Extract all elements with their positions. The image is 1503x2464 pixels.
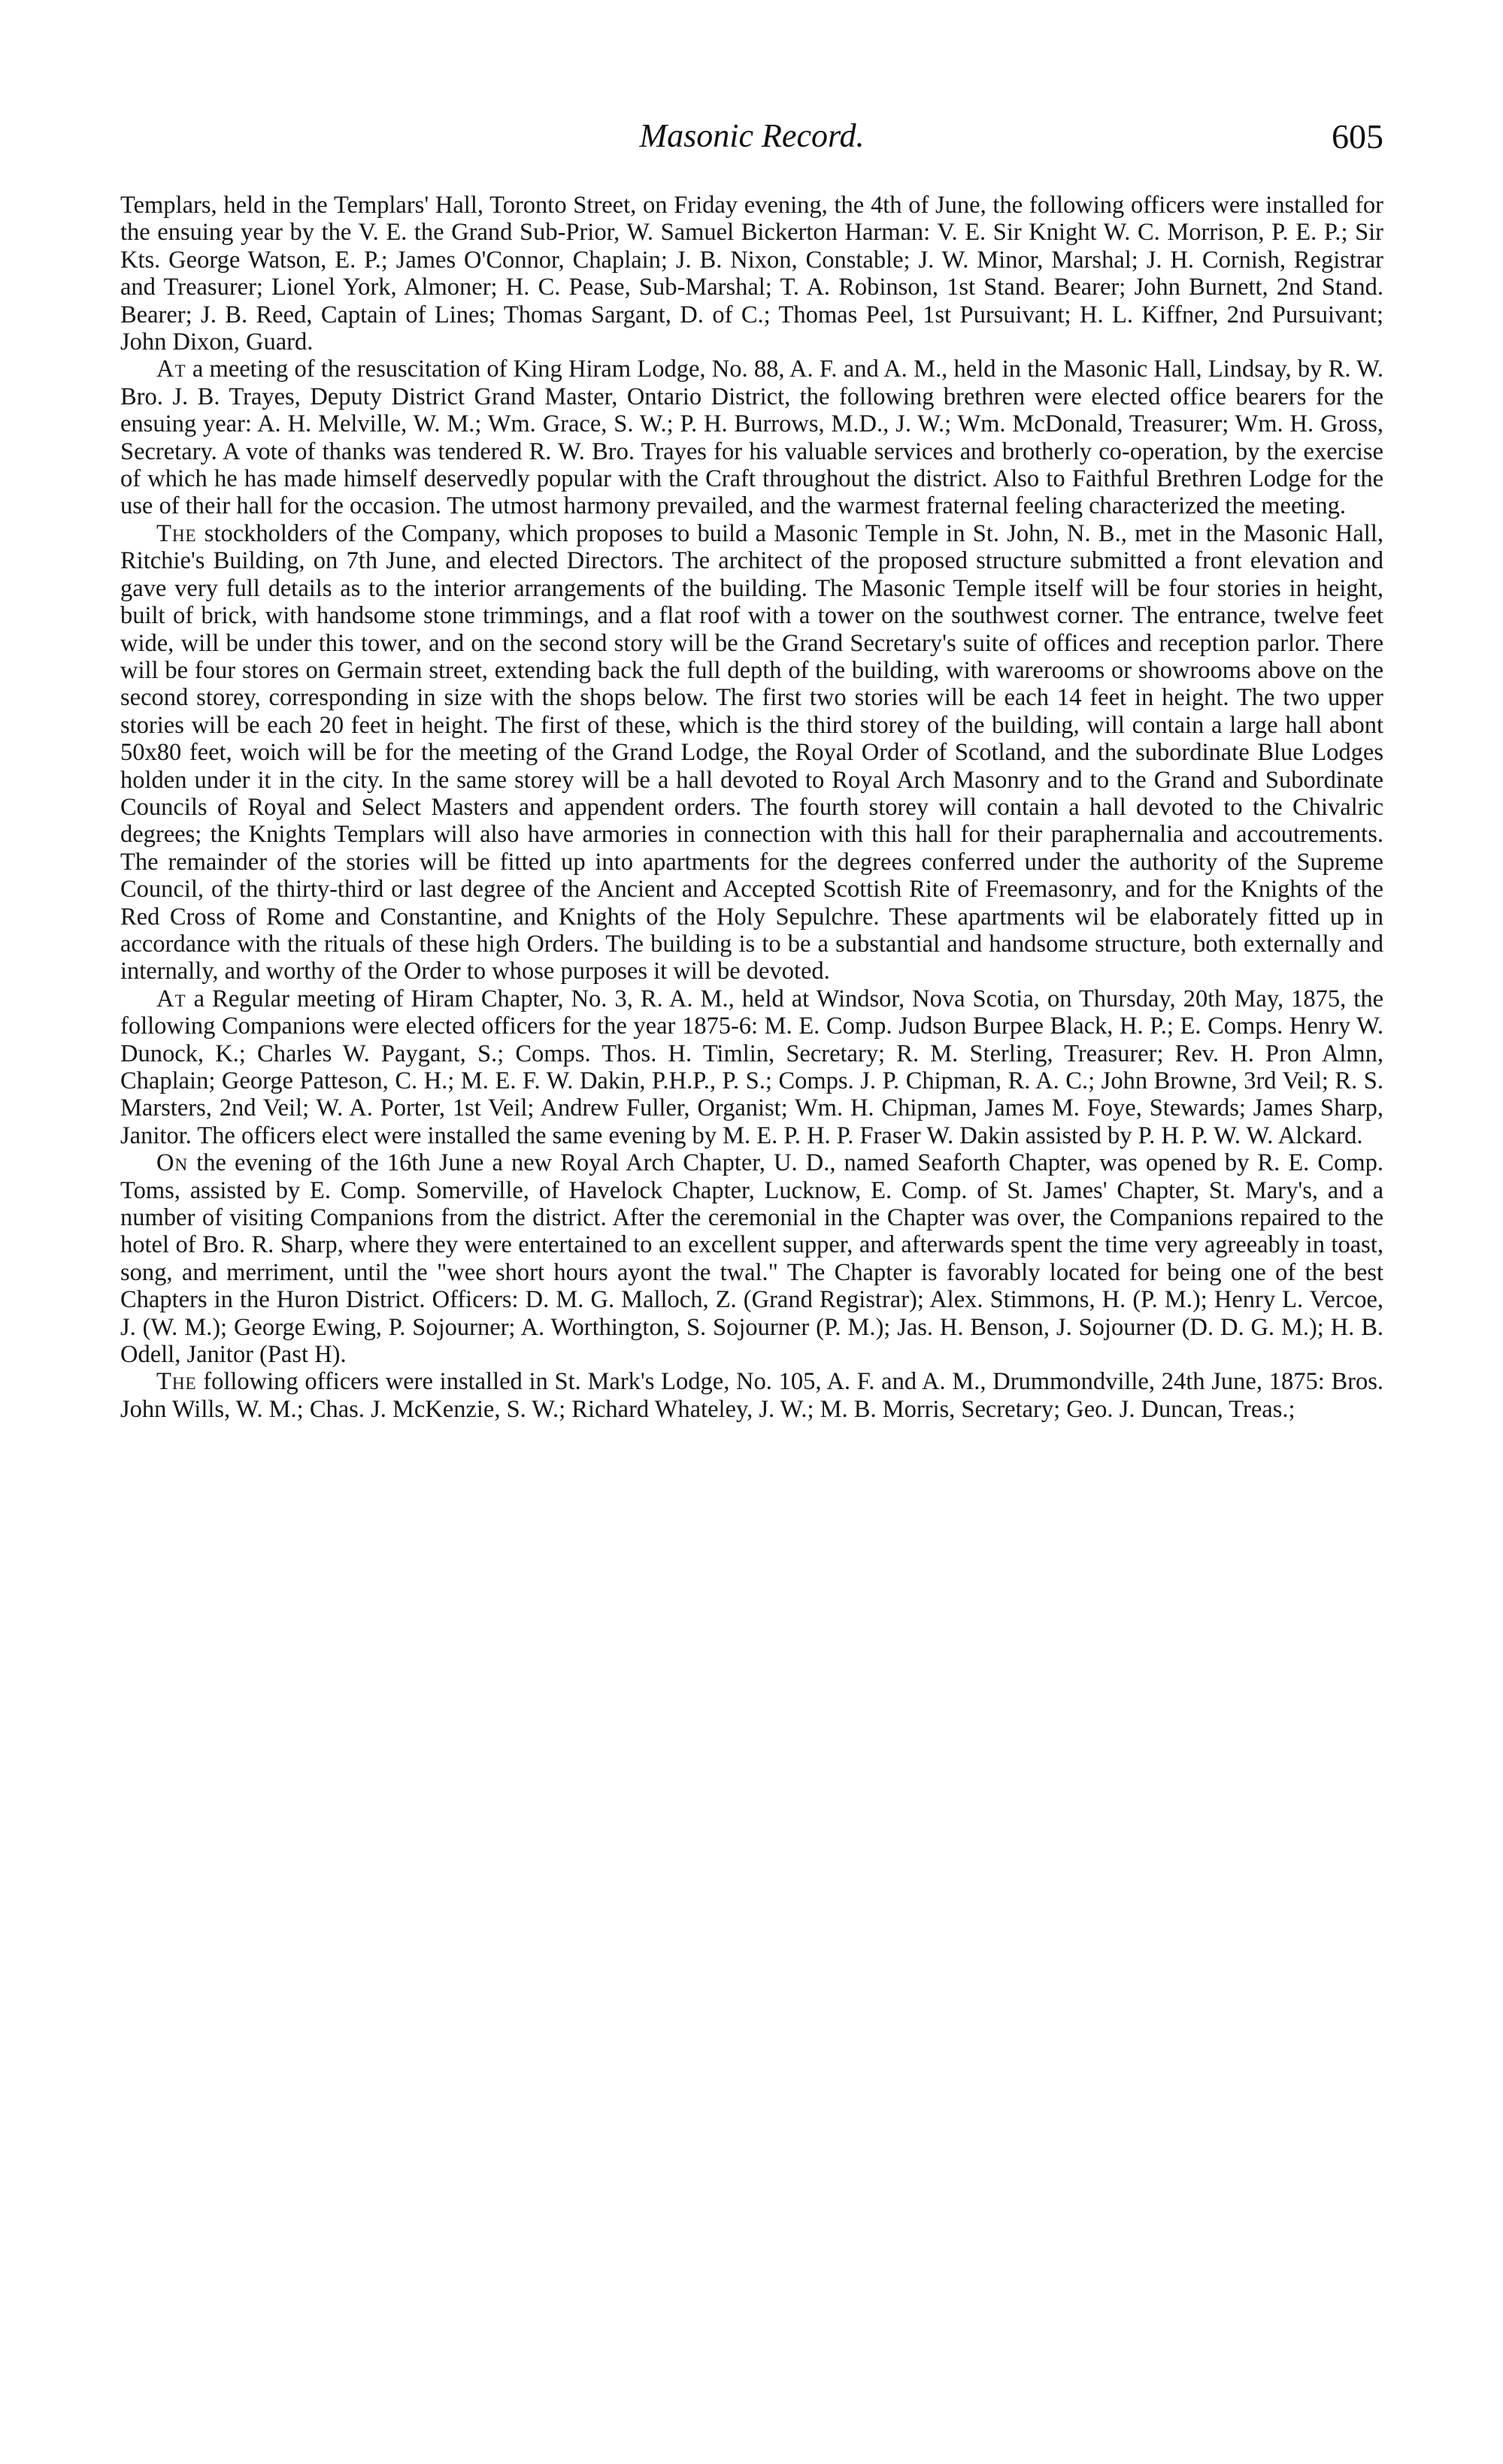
- page-header: [120, 117, 1383, 169]
- paragraph-text: stockholders of the Company, which proposes to build a Masonic Temple in St. John, N. B., met in the Masonic Hall, Ritchie's Building, on 7th June, and elected Directors. The architect of the proposed structure submitted a front elevation and gave very full details as to the interior arrangements of the building. The Masonic Temple itself will be four stories in height, built of brick, with handsome stone trimmings, and a flat roof with a tower on the southwest corner. The entrance, twelve feet wide, will be under this tower, and on the second story will be the Grand Secretary's suite of offices and reception parlor. There will be four stores on Germain street, extending back the full depth of the building, with warerooms or showrooms above on the second storey, corresponding in size with the shops below. The first two stories will be each 14 feet in height. The two upper stories will be each 20 feet in height. The first of these, which is the third storey of the building, will contain a large hall abont 50x80 feet, woich will be for the meeting of the Grand Lodge, the Royal Order of Scotland, and the subordinate Blue Lodges holden under it in the city. In the same storey will be a hall devoted to Royal Arch Masonry and to the Grand and Subordinate Councils of Royal and Select Masters and appendent orders. The fourth storey will contain a hall devoted to the Chivalric degrees; the Knights Templars will also have armories in connection with this hall for their paraphernalia and accoutrements. The remainder of the stories will be fitted up into apartments for the degrees conferred under the authority of the Supreme Council, of the thirty-third or last degree of the Ancient and Accepted Scottish Rite of Freemasonry, and for the Knights of the Red Cross of Rome and Constantine, and Knights of the Holy Sepulchre. These apartments wil be elaborately fitted up in accordance with the rituals of these high Orders. The building is to be a substantial and handsome structure, both externally and internally, and worthy of the Order to whose purposes it will be devoted.: [120, 519, 1383, 985]
- paragraph-lead: At: [156, 985, 186, 1013]
- paragraph-st-marks-lodge: [120, 1368, 1383, 1423]
- paragraph-king-hiram-lodge: [120, 356, 1383, 519]
- paragraph-masonic-temple-st-john: [120, 520, 1383, 985]
- page-number: 605: [1332, 117, 1383, 156]
- paragraph-lead: The: [156, 1368, 197, 1396]
- paragraph-lead: At: [156, 356, 186, 383]
- paragraph-text: the evening of the 16th June a new Royal Arch Chapter, U. D., named Seaforth Chapter, was opened by R. E. Comp. Toms, assisted by E. Comp. Somerville, of Havelock Chapter, Lucknow, E. Comp. of St. James' Chapter, St. Mary's, and a number of visiting Companions from the district. After the ceremonial in the Chapter was over, the Companions repaired to the hotel of Bro. R. Sharp, where they were entertained to an excellent supper, and afterwards spent the time very agreeably in toast, song, and merriment, until the "wee short hours ayont the twal." The Chapter is favorably located for being one of the best Chapters in the Huron District. Officers: D. M. G. Malloch, Z. (Grand Registrar); Alex. Stimmons, H. (P. M.); Henry L. Vercoe, J. (W. M.); George Ewing, P. Sojourner; A. Worthington, S. Sojourner (P. M.); Jas. H. Benson, J. Sojourner (D. D. G. M.); H. B. Odell, Janitor (Past H).: [120, 1149, 1383, 1369]
- paragraph-text: a meeting of the resuscitation of King Hiram Lodge, No. 88, A. F. and A. M., held in the Masonic Hall, Lindsay, by R. W. Bro. J. B. Trayes, Deputy District Grand Master, Ontario District, the following brethren were elected office bearers for the ensuing year: A. H. Melville, W. M.; Wm. Grace, S. W.; P. H. Burrows, M.D., J. W.; Wm. McDonald, Treasurer; Wm. H. Gross, Secretary. A vote of thanks was tendered R. W. Bro. Trayes for his valuable services and brotherly co-operation, by the exercise of which he has made himself deservedly popular with the Craft throughout the district. Also to Faithful Brethren Lodge for the use of their hall for the occasion. The utmost harmony prevailed, and the warmest fraternal feeling characterized the meeting.: [120, 356, 1383, 520]
- paragraph-text: a Regular meeting of Hiram Chapter, No. 3, R. A. M., held at Windsor, Nova Scotia, on Thursday, 20th May, 1875, the following Companions were elected officers for the year 1875-6: M. E. Comp. Judson Burpee Black, H. P.; E. Comps. Henry W. Dunock, K.; Charles W. Paygant, S.; Comps. Thos. H. Timlin, Secretary; R. M. Sterling, Treasurer; Rev. H. Pron Almn, Chaplain; George Patteson, C. H.; M. E. F. W. Dakin, P.H.P., P. S.; Comps. J. P. Chipman, R. A. C.; John Browne, 3rd Veil; R. S. Marsters, 2nd Veil; W. A. Porter, 1st Veil; Andrew Fuller, Organist; Wm. H. Chipman, James M. Foye, Stewards; James Sharp, Janitor. The officers elect were installed the same evening by M. E. P. H. P. Fraser W. Dakin assisted by P. H. P. W. W. Alckard.: [120, 985, 1383, 1149]
- paragraph-text: following officers were installed in St. Mark's Lodge, No. 105, A. F. and A. M., Drummondville, 24th June, 1875: Bros. John Wills, W. M.; Chas. J. McKenzie, S. W.; Richard Whateley, J. W.; M. B. Morris, Secretary; Geo. J. Duncan, Treas.;: [120, 1368, 1383, 1423]
- paragraph-lead: The: [156, 519, 197, 547]
- running-title: Masonic Record.: [639, 117, 865, 154]
- article-body: [120, 192, 1383, 1423]
- paragraph-text: Templars, held in the Templars' Hall, Toronto Street, on Friday evening, the 4th of June, the following officers were installed for the ensuing year by the V. E. the Grand Sub-Prior, W. Samuel Bickerton Harman: V. E. Sir Knight W. C. Morrison, P. E. P.; Sir Kts. George Watson, E. P.; James O'Connor, Chaplain; J. B. Nixon, Constable; J. W. Minor, Marshal; J. H. Cornish, Registrar and Treasurer; Lionel York, Almoner; H. C. Pease, Sub-Marshal; T. A. Robinson, 1st Stand. Bearer; John Burnett, 2nd Stand. Bearer; J. B. Reed, Captain of Lines; Thomas Sargant, D. of C.; Thomas Peel, 1st Pursuivant; H. L. Kiffner, 2nd Pursuivant; John Dixon, Guard.: [120, 192, 1383, 356]
- paragraph-hiram-chapter: [120, 985, 1383, 1149]
- paragraph-seaforth-chapter: [120, 1149, 1383, 1368]
- paragraph-templars-installation: [120, 192, 1383, 356]
- paragraph-lead: On: [156, 1149, 189, 1177]
